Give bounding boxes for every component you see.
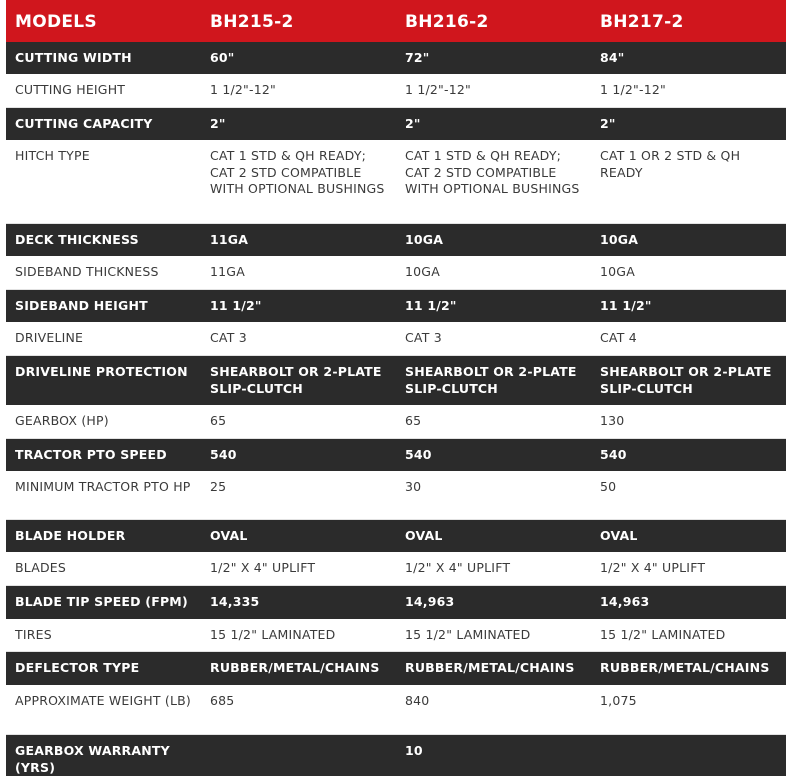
spec-label-cell: SIDEBAND HEIGHT — [6, 290, 201, 323]
table-row — [6, 439, 786, 472]
spec-value-bh217-2: 130 — [591, 405, 786, 439]
spec-value-bh216-2: 14,963 — [396, 586, 591, 620]
spec-label-cell: BLADE TIP SPEED (FPM) — [6, 586, 201, 620]
header-model-bh215-2: BH215-2 — [201, 0, 396, 42]
spec-value-bh216-2: 840 — [396, 685, 591, 735]
spec-value-bh215-2: 2" — [201, 108, 396, 141]
spec-label-cell: CUTTING HEIGHT — [6, 74, 201, 108]
table-header — [6, 0, 786, 42]
table-row — [6, 290, 786, 323]
spec-value-bh216-2: SHEARBOLT OR 2-PLATE SLIP-CLUTCH — [396, 356, 591, 406]
spec-value-bh215-2: 15 1/2" LAMINATED — [201, 619, 396, 652]
spec-label-cell: DEFLECTOR TYPE — [6, 652, 201, 686]
spec-value-bh216-2: 1 1/2"-12" — [396, 74, 591, 108]
spec-label-cell: CUTTING WIDTH — [6, 42, 201, 74]
spec-value-bh215-2: CAT 3 — [201, 322, 396, 356]
table-row — [6, 356, 786, 406]
spec-value-bh216-2: OVAL — [396, 520, 591, 553]
spec-value-bh215-2: 60" — [201, 42, 396, 74]
spec-label-cell: GEARBOX WARRANTY (YRS) — [6, 735, 201, 776]
spec-value-bh215-2: 11GA — [201, 256, 396, 290]
spec-value-bh216-2: CAT 1 STD & QH READY; CAT 2 STD COMPATIBLE WITH OPTIONAL BUSHINGS — [396, 140, 591, 224]
spec-value-bh216-2: 10 — [396, 735, 591, 776]
spec-value-bh216-2: 72" — [396, 42, 591, 74]
table-row — [6, 552, 786, 586]
header-models: MODELS — [6, 0, 201, 42]
spec-label-cell: GEARBOX (HP) — [6, 405, 201, 439]
spec-value-bh217-2: CAT 1 OR 2 STD & QH READY — [591, 140, 786, 224]
spec-label-cell: SIDEBAND THICKNESS — [6, 256, 201, 290]
header-model-bh217-2: BH217-2 — [591, 0, 786, 42]
spec-value-bh217-2: 50 — [591, 471, 786, 520]
spec-value-bh215-2: 11 1/2" — [201, 290, 396, 323]
spec-table — [6, 0, 786, 776]
spec-value-bh216-2: 2" — [396, 108, 591, 141]
spec-label-cell: TRACTOR PTO SPEED — [6, 439, 201, 472]
spec-value-bh217-2: 540 — [591, 439, 786, 472]
spec-value-bh216-2: 15 1/2" LAMINATED — [396, 619, 591, 652]
spec-value-bh217-2: SHEARBOLT OR 2-PLATE SLIP-CLUTCH — [591, 356, 786, 406]
spec-value-bh216-2: 65 — [396, 405, 591, 439]
spec-value-bh217-2: 2" — [591, 108, 786, 141]
spec-value-bh217-2: 1 1/2"-12" — [591, 74, 786, 108]
spec-value-bh217-2: 15 1/2" LAMINATED — [591, 619, 786, 652]
spec-value-bh216-2: 540 — [396, 439, 591, 472]
table-row — [6, 652, 786, 686]
spec-label-cell: MINIMUM TRACTOR PTO HP — [6, 471, 201, 520]
spec-value-bh215-2: 1 1/2"-12" — [201, 74, 396, 108]
table-row — [6, 322, 786, 356]
spec-label-cell: HITCH TYPE — [6, 140, 201, 224]
spec-value-bh215-2: 540 — [201, 439, 396, 472]
spec-value-bh217-2: RUBBER/METAL/CHAINS — [591, 652, 786, 686]
spec-value-bh216-2: 30 — [396, 471, 591, 520]
spec-value-bh215-2: 25 — [201, 471, 396, 520]
spec-label-cell: CUTTING CAPACITY — [6, 108, 201, 141]
spec-value-bh216-2: 10GA — [396, 224, 591, 257]
table-row — [6, 256, 786, 290]
spec-value-bh215-2: 65 — [201, 405, 396, 439]
spec-value-bh217-2: OVAL — [591, 520, 786, 553]
spec-value-bh217-2: 11 1/2" — [591, 290, 786, 323]
spec-value-bh215-2: SHEARBOLT OR 2-PLATE SLIP-CLUTCH — [201, 356, 396, 406]
spec-value-bh217-2: 84" — [591, 42, 786, 74]
spec-value-bh217-2: 10GA — [591, 256, 786, 290]
spec-value-bh217-2: 1,075 — [591, 685, 786, 735]
table-row — [6, 685, 786, 735]
spec-label-cell: DRIVELINE — [6, 322, 201, 356]
spec-label-cell: BLADE HOLDER — [6, 520, 201, 553]
spec-value-bh215-2 — [201, 735, 396, 776]
spec-label-cell: DRIVELINE PROTECTION — [6, 356, 201, 406]
table-row — [6, 140, 786, 224]
spec-value-bh217-2: CAT 4 — [591, 322, 786, 356]
table-row — [6, 520, 786, 553]
spec-value-bh217-2: 1/2" X 4" UPLIFT — [591, 552, 786, 586]
table-row — [6, 108, 786, 141]
table-row — [6, 42, 786, 74]
spec-label-cell: BLADES — [6, 552, 201, 586]
table-row — [6, 735, 786, 776]
spec-value-bh217-2 — [591, 735, 786, 776]
spec-value-bh215-2: 11GA — [201, 224, 396, 257]
spec-value-bh216-2: CAT 3 — [396, 322, 591, 356]
spec-label-cell: DECK THICKNESS — [6, 224, 201, 257]
table-row — [6, 471, 786, 520]
spec-value-bh215-2: 685 — [201, 685, 396, 735]
table-row — [6, 74, 786, 108]
table-body — [6, 42, 786, 776]
spec-value-bh216-2: 10GA — [396, 256, 591, 290]
spec-value-bh217-2: 14,963 — [591, 586, 786, 620]
spec-value-bh215-2: 14,335 — [201, 586, 396, 620]
spec-value-bh215-2: RUBBER/METAL/CHAINS — [201, 652, 396, 686]
spec-value-bh215-2: CAT 1 STD & QH READY; CAT 2 STD COMPATIBLE WITH OPTIONAL BUSHINGS — [201, 140, 396, 224]
header-model-bh216-2: BH216-2 — [396, 0, 591, 42]
table-row — [6, 619, 786, 652]
spec-value-bh215-2: 1/2" X 4" UPLIFT — [201, 552, 396, 586]
header-row — [6, 0, 786, 42]
table-row — [6, 224, 786, 257]
spec-label-cell: TIRES — [6, 619, 201, 652]
table-row — [6, 405, 786, 439]
table-row — [6, 586, 786, 620]
spec-label-cell: APPROXIMATE WEIGHT (LB) — [6, 685, 201, 735]
spec-value-bh216-2: 1/2" X 4" UPLIFT — [396, 552, 591, 586]
spec-value-bh216-2: RUBBER/METAL/CHAINS — [396, 652, 591, 686]
spec-value-bh217-2: 10GA — [591, 224, 786, 257]
spec-value-bh215-2: OVAL — [201, 520, 396, 553]
spec-value-bh216-2: 11 1/2" — [396, 290, 591, 323]
